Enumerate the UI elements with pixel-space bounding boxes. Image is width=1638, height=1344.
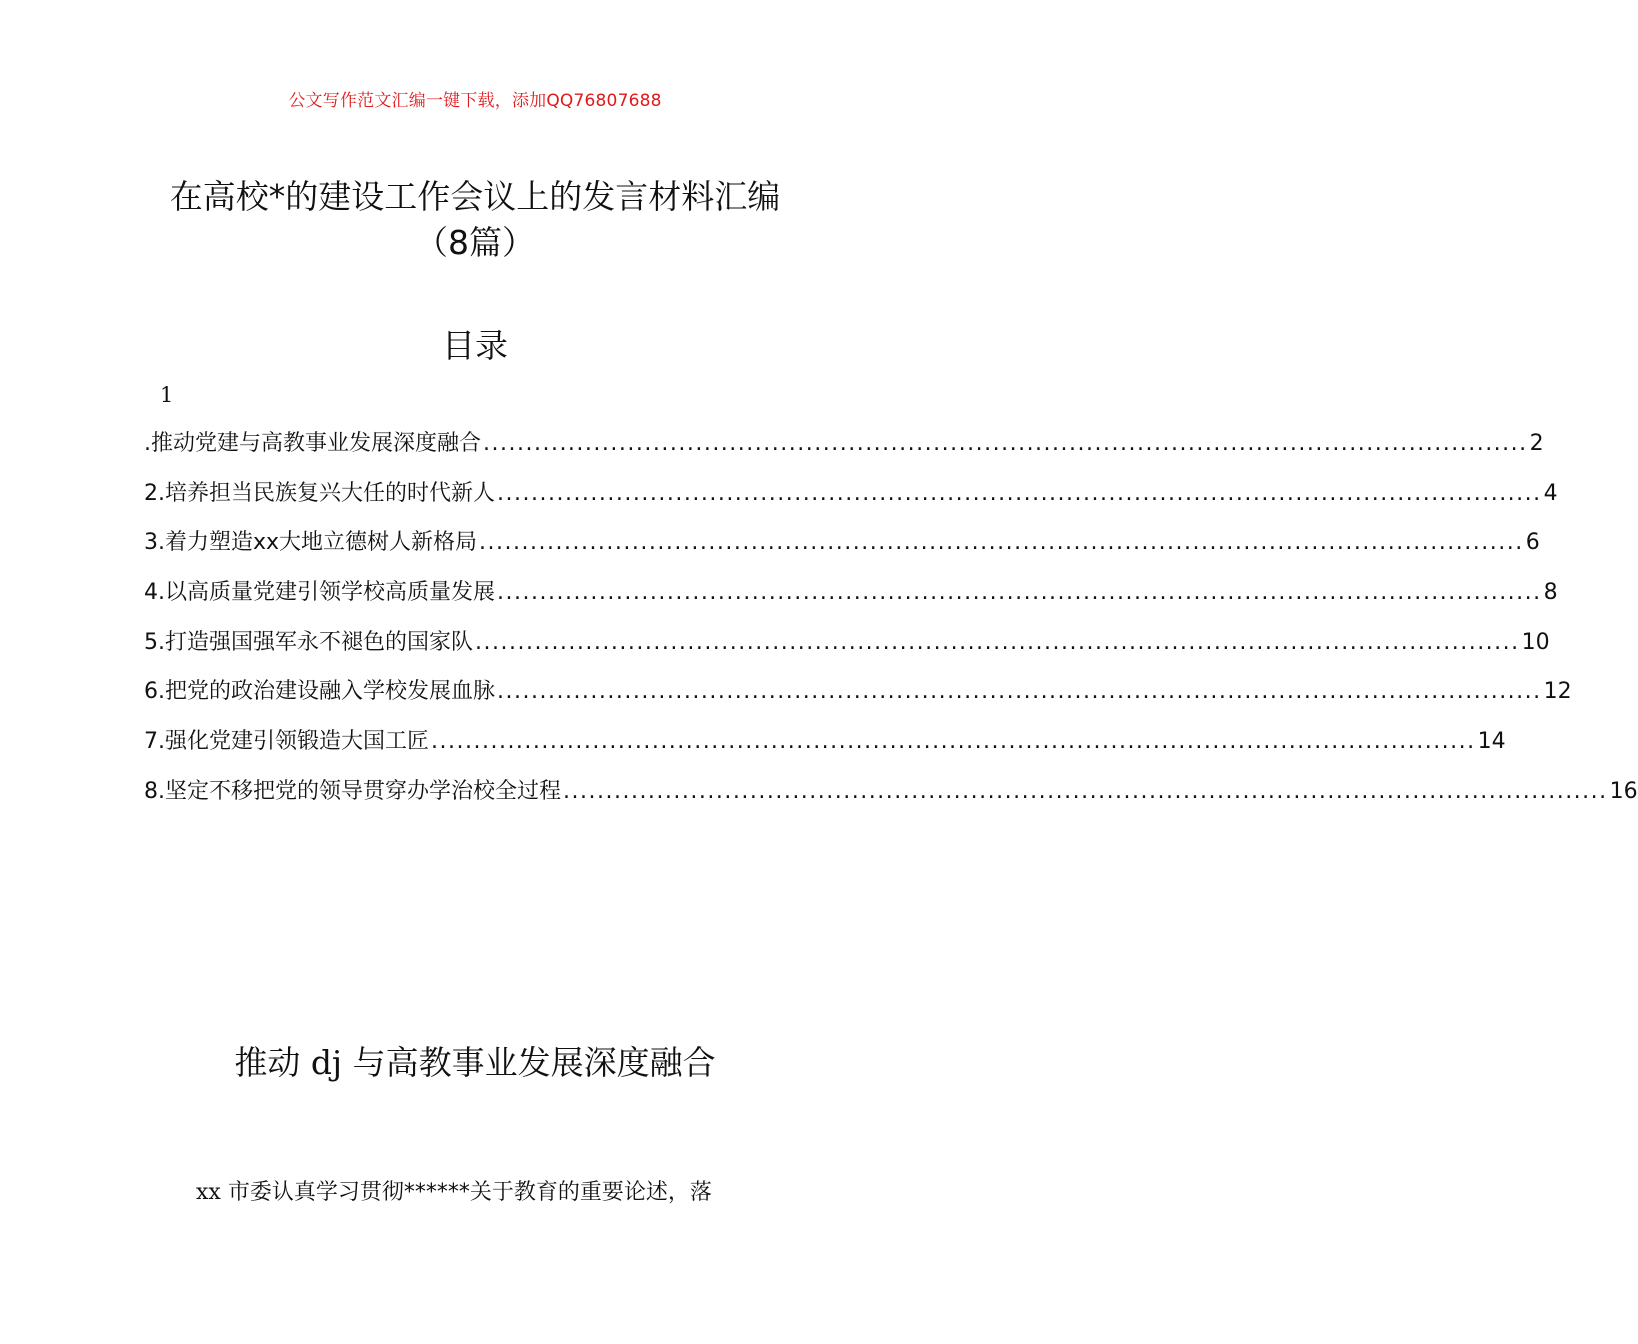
- section-title-part2: dj: [310, 1043, 343, 1082]
- toc-entry[interactable]: [144, 523, 1540, 573]
- toc-entry-page: 12: [1543, 679, 1572, 705]
- toc-entry-label: 3.着力塑造xx大地立德树人新格局: [144, 530, 478, 556]
- toc-entry-leader: ...........................................................................................................................: [563, 778, 1608, 804]
- toc-entry-page: 2: [1529, 431, 1544, 456]
- toc-entry[interactable]: [144, 573, 1558, 623]
- toc-entry[interactable]: [144, 474, 1558, 524]
- section-title: [0, 1040, 950, 1086]
- table-of-contents: [144, 424, 1638, 822]
- document-title-line2: （8篇）: [415, 223, 535, 262]
- toc-entry[interactable]: [144, 722, 1506, 772]
- toc-entry-page: 14: [1477, 729, 1506, 755]
- document-title: [0, 174, 950, 266]
- document-title-line1: 在高校*的建设工作会议上的发言材料汇编: [169, 177, 781, 216]
- toc-entry-page: 6: [1525, 530, 1540, 556]
- toc-entry-label: 6.把党的政治建设融入学校发展血脉: [144, 679, 495, 705]
- toc-entry-label: .推动党建与高教事业发展深度融合: [144, 431, 481, 456]
- body-text-part2: 市委认真学习贯彻******关于教育的重要论述，落: [227, 1180, 712, 1205]
- toc-entry-leader: ...........................................................................................................................: [431, 729, 1476, 755]
- toc-entry-page: 10: [1521, 629, 1550, 655]
- toc-entry-leader: ...........................................................................................................................: [475, 629, 1520, 655]
- toc-entry-label: 2.培养担当民族复兴大任的时代新人: [144, 480, 495, 506]
- section-title-part1: 推动: [234, 1043, 301, 1082]
- toc-entry-leader: ...........................................................................................................................: [497, 480, 1542, 506]
- toc-stray-number: 1: [160, 383, 174, 407]
- toc-entry-page: 8: [1543, 580, 1558, 606]
- toc-entry[interactable]: [144, 623, 1550, 673]
- toc-entry-leader: ...........................................................................................................................: [483, 431, 1528, 456]
- toc-entry-label: 5.打造强国强军永不褪色的国家队: [144, 629, 473, 655]
- body-text-part1: xx: [196, 1180, 221, 1205]
- toc-entry-label: 7.强化党建引领锻造大国工匠: [144, 729, 429, 755]
- section-title-part3: 与高教事业发展深度融合: [352, 1043, 716, 1082]
- toc-entry[interactable]: [144, 772, 1638, 822]
- toc-entry-leader: ...........................................................................................................................: [497, 679, 1542, 705]
- toc-entry-label: 8.坚定不移把党的领导贯穿办学治校全过程: [144, 778, 561, 804]
- toc-heading: 目录: [442, 326, 508, 365]
- promo-banner: 公文写作范文汇编一键下载，添加QQ76807688: [288, 91, 662, 111]
- section-body-paragraph: [196, 1176, 816, 1210]
- toc-entry-leader: ...........................................................................................................................: [479, 530, 1524, 556]
- toc-entry-label: 4.以高质量党建引领学校高质量发展: [144, 580, 495, 606]
- toc-entry-leader: ...........................................................................................................................: [497, 580, 1542, 606]
- toc-entry[interactable]: [144, 672, 1572, 722]
- toc-entry-page: 4: [1543, 480, 1558, 506]
- toc-entry[interactable]: [144, 424, 1544, 474]
- toc-entry-page: 16: [1609, 778, 1638, 804]
